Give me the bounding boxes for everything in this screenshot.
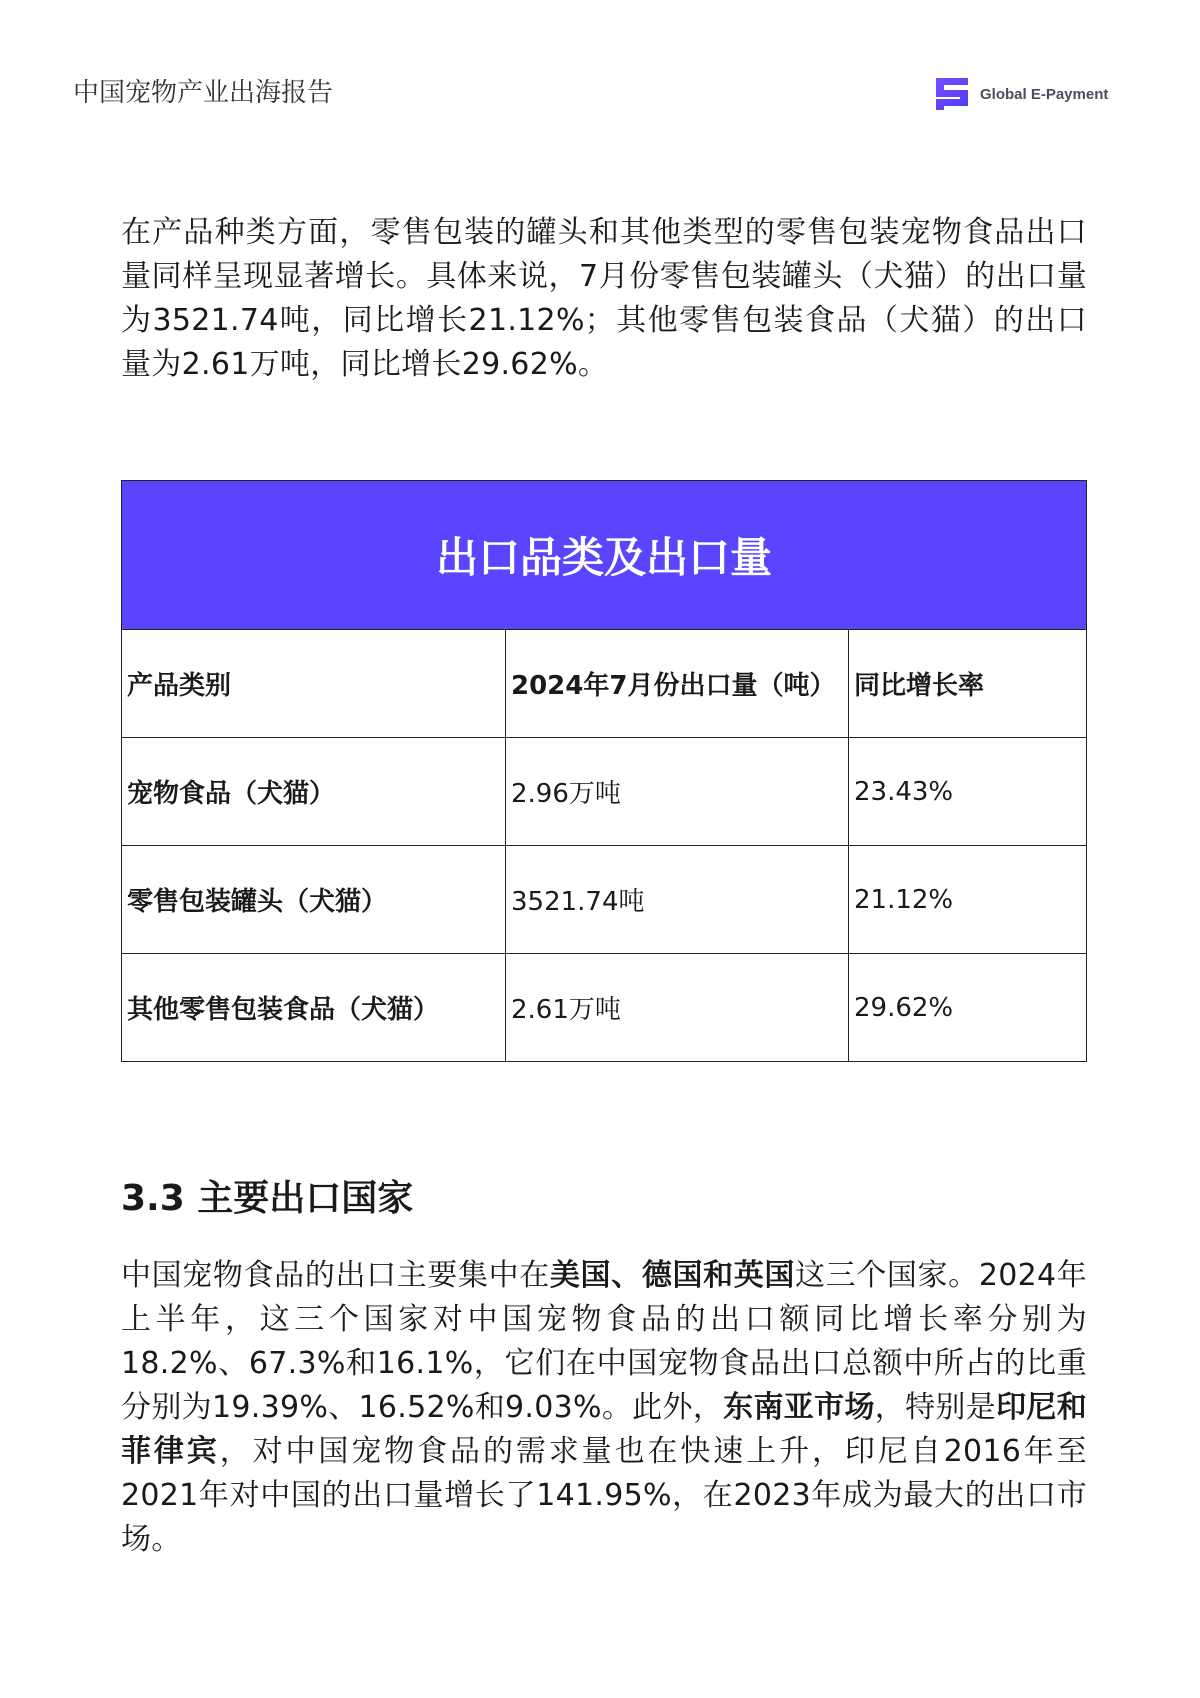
text: 中国宠物食品的出口主要集中在 (121, 1258, 550, 1293)
table-title: 出口品类及出口量 (122, 481, 1087, 630)
table-row (122, 738, 1087, 846)
section-paragraph (121, 1254, 1087, 1562)
highlight: 印尼和菲律宾 (121, 1390, 1088, 1469)
cell-growth: 21.12% (849, 846, 1087, 954)
cell-category: 其他零售包装食品（犬猫） (122, 954, 506, 1062)
cell-volume: 2.96万吨 (506, 738, 849, 846)
cell-growth: 29.62% (849, 954, 1087, 1062)
cell-volume: 3521.74吨 (506, 846, 849, 954)
highlight: 美国、德国和英国 (549, 1258, 795, 1293)
intro-paragraph: 在产品种类方面，零售包装的罐头和其他类型的零售包装宠物食品出口量同样呈现显著增长。具体来说，7月份零售包装罐头（犬猫）的出口量为3521.74吨，同比增长21.12%；其他零售包装食品（犬猫）的出口量为2.61万吨，同比增长29.62%。 (121, 215, 1087, 382)
table-header-row (122, 630, 1087, 738)
section-heading: 3.3 主要出口国家 (121, 1178, 414, 1219)
table-row (122, 954, 1087, 1062)
text: 这三个国家。2024年上半年，这三个国家对中国宠物食品的出口额同比增长率分别为18.2%、67.3%和16.1%，它们在中国宠物食品出口总额中所占的比重分别为19.39%、16.52%和9.03%。此外， (121, 1258, 1087, 1425)
highlight: 东南亚市场 (723, 1390, 875, 1425)
text: ，特别是 (874, 1390, 997, 1425)
table-row (122, 846, 1087, 954)
logo-icon (934, 76, 970, 112)
cell-volume: 2.61万吨 (506, 954, 849, 1062)
column-header: 同比增长率 (849, 630, 1087, 738)
column-header: 2024年7月份出口量（吨） (506, 630, 849, 738)
cell-category: 零售包装罐头（犬猫） (122, 846, 506, 954)
logo-text: Global E-Payment (980, 85, 1109, 103)
cell-growth: 23.43% (849, 738, 1087, 846)
text: ，对中国宠物食品的需求量也在快速上升，印尼自2016年至2021年对中国的出口量增长了141.95%，在2023年成为最大的出口市场。 (121, 1434, 1087, 1557)
brand-logo (934, 76, 1108, 112)
cell-category: 宠物食品（犬猫） (122, 738, 506, 846)
column-header: 产品类别 (122, 630, 506, 738)
export-table (121, 480, 1087, 1062)
report-title: 中国宠物产业出海报告 (73, 78, 334, 108)
